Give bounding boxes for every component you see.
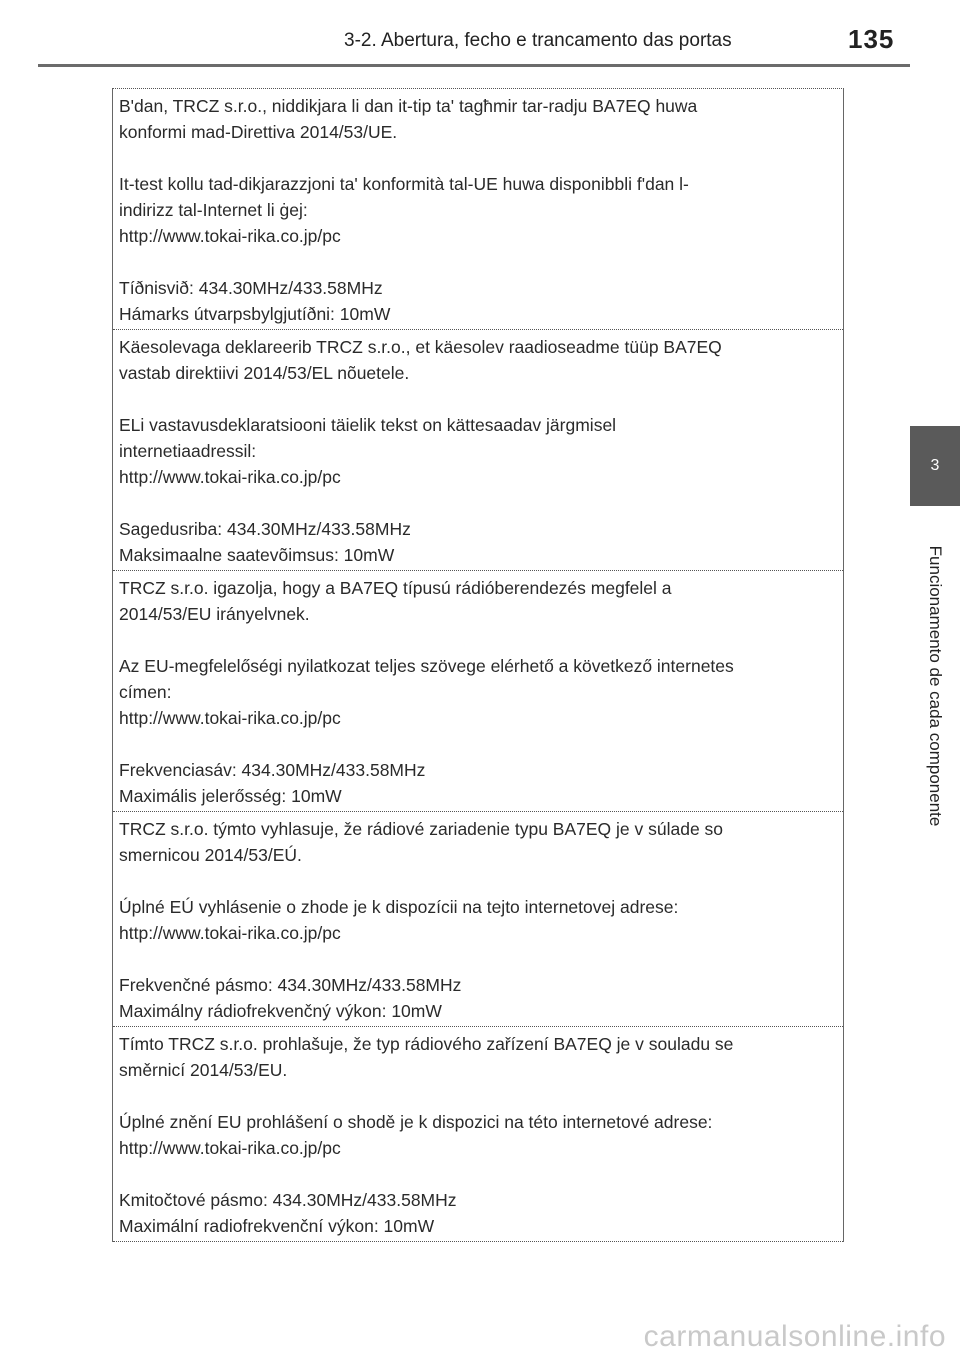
chapter-tab-label-text: Funcionamento de cada componente: [926, 545, 945, 827]
max-power: Maximálny rádiofrekvenčný výkon: 10mW: [119, 1001, 442, 1021]
availability-line: It-test kollu tad-dikjarazzjoni ta' konformità tal-UE huwa disponibbli f'dan l-: [119, 174, 689, 194]
declaration-url: http://www.tokai-rika.co.jp/pc: [119, 923, 341, 943]
statement-line: konformi mad-Direttiva 2014/53/UE.: [119, 122, 398, 142]
availability-line: Az EU-megfelelőségi nyilatkozat teljes szövege elérhető a következő internetes: [119, 656, 734, 676]
chapter-tab-number: 3: [910, 426, 960, 506]
declaration-block-maltese-icelandic: [113, 89, 843, 330]
statement-line: Käesolevaga deklareerib TRCZ s.r.o., et käesolev raadioseadme tüüp BA7EQ: [119, 337, 722, 357]
max-power: Hámarks útvarpsbylgjutíðni: 10mW: [119, 304, 391, 324]
statement-line: vastab direktiivi 2014/53/EL nõuetele.: [119, 363, 410, 383]
availability-line: címen:: [119, 682, 172, 702]
declaration-block-estonian: [113, 330, 843, 571]
max-power: Maximální radiofrekvenční výkon: 10mW: [119, 1216, 435, 1236]
availability-line: ELi vastavusdeklaratsiooni täielik tekst on kättesaadav järgmisel: [119, 415, 617, 435]
header-divider: [38, 64, 910, 67]
chapter-tab-label: [910, 506, 960, 866]
declaration-block-hungarian: [113, 571, 843, 812]
availability-line: Úplné znění EU prohlášení o shodě je k dispozici na této internetové adrese:: [119, 1112, 713, 1132]
frequency-band: Tíðnisvið: 434.30MHz/433.58MHz: [119, 278, 383, 298]
max-power: Maksimaalne saatevõimsus: 10mW: [119, 545, 395, 565]
statement-line: Tímto TRCZ s.r.o. prohlašuje, že typ rádiového zařízení BA7EQ je v souladu se: [119, 1034, 734, 1054]
frequency-band: Frekvenciasáv: 434.30MHz/433.58MHz: [119, 760, 426, 780]
page-header-title: 3-2. Abertura, fecho e trancamento das portas: [344, 30, 732, 51]
declaration-block-czech: [113, 1027, 843, 1242]
declaration-url: http://www.tokai-rika.co.jp/pc: [119, 226, 341, 246]
statement-line: B'dan, TRCZ s.r.o., niddikjara li dan it-tip ta' tagħmir tar-radju BA7EQ huwa: [119, 96, 698, 116]
statement-line: směrnicí 2014/53/EU.: [119, 1060, 288, 1080]
page-number: 135: [848, 24, 895, 54]
statement-line: TRCZ s.r.o. týmto vyhlasuje, že rádiové zariadenie typu BA7EQ je v súlade so: [119, 819, 724, 839]
statement-line: 2014/53/EU irányelvnek.: [119, 604, 310, 624]
declaration-url: http://www.tokai-rika.co.jp/pc: [119, 467, 341, 487]
max-power: Maximális jelerősség: 10mW: [119, 786, 342, 806]
availability-line: indirizz tal-Internet li ġej:: [119, 200, 308, 220]
statement-line: smernicou 2014/53/EÚ.: [119, 845, 302, 865]
frequency-band: Kmitočtové pásmo: 434.30MHz/433.58MHz: [119, 1190, 457, 1210]
declaration-table: [112, 88, 844, 1242]
declaration-block-slovak: [113, 812, 843, 1027]
watermark: carmanualsonline.info: [643, 1320, 946, 1353]
statement-line: TRCZ s.r.o. igazolja, hogy a BA7EQ típusú rádióberendezés megfelel a: [119, 578, 672, 598]
declaration-url: http://www.tokai-rika.co.jp/pc: [119, 1138, 341, 1158]
frequency-band: Frekvenčné pásmo: 434.30MHz/433.58MHz: [119, 975, 462, 995]
availability-line: Úplné EÚ vyhlásenie o zhode je k dispozícii na tejto internetovej adrese:: [119, 897, 679, 917]
frequency-band: Sagedusriba: 434.30MHz/433.58MHz: [119, 519, 411, 539]
availability-line: internetiaadressil:: [119, 441, 257, 461]
declaration-url: http://www.tokai-rika.co.jp/pc: [119, 708, 341, 728]
